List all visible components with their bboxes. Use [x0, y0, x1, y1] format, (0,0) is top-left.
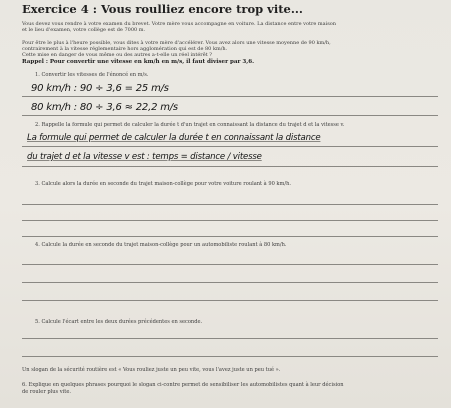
- answer-2-line-2: du trajet d et la vitesse v est : temps = distance / vitesse: [27, 152, 262, 162]
- answer-rule: [22, 96, 438, 97]
- answer-rule: [22, 115, 438, 116]
- answer-rule: [22, 204, 438, 205]
- answer-2-line-1: La formule qui permet de calculer la durée t en connaissant la distance: [27, 133, 321, 143]
- answer-rule: [22, 220, 438, 221]
- question-6-line-2: de rouler plus vite.: [22, 389, 71, 395]
- question-2: 2. Rappelle la formule qui permet de calculer la durée t d'un trajet en connaissant la distance du trajet d et la vitesse v.: [35, 122, 345, 128]
- answer-rule: [22, 236, 438, 237]
- answer-rule: [22, 264, 438, 265]
- answer-rule: [22, 282, 438, 283]
- slogan-text: Un slogan de la sécurité routière est « Vous rouliez juste un peu vite, vous l'avez juste un peu tué ».: [22, 367, 281, 373]
- question-4: 4. Calcule la durée en seconde du trajet maison-collège pour un automobiliste roulant à 80 km/h.: [35, 242, 287, 248]
- exercise-title: Exercice 4 : Vous roulliez encore trop vite...: [22, 2, 303, 16]
- answer-rule: [22, 300, 438, 301]
- intro-line-1: Vous devez vous rendre à votre examen du brevet. Votre mère vous accompagne en voiture. La distance entre votre maison: [22, 21, 337, 27]
- question-1: 1. Convertir les vitesses de l'énoncé en m/s.: [35, 72, 149, 78]
- question-5: 5. Calcule l'écart entre les deux durées précédentes en seconde.: [35, 319, 203, 325]
- question-6-line-1: 6. Explique en quelques phrases pourquoi le slogan ci-contre permet de sensibiliser les automobilistes quant à leur décision: [22, 382, 344, 388]
- answer-rule: [22, 166, 438, 167]
- answer-rule: [22, 338, 438, 339]
- answer-rule: [22, 146, 438, 147]
- question-3: 3. Calcule alors la durée en seconde du trajet maison-collège pour votre voiture roulant à 90 km/h.: [35, 181, 291, 187]
- rappel-note: Rappel : Pour convertir une vitesse en km/h en m/s, il faut diviser par 3,6.: [22, 59, 255, 65]
- answer-rule: [22, 356, 438, 357]
- intro-line-5: Cette mise en danger de vous même ou des autres a-t-elle un réel intérêt ?: [22, 52, 212, 58]
- intro-line-2: et le lieu d'examen, votre collège est de 7000 m.: [22, 27, 146, 33]
- answer-1-line-2: 80 km/h : 80 ÷ 3,6 ≈ 22,2 m/s: [31, 102, 178, 113]
- answer-1-line-1: 90 km/h : 90 ÷ 3,6 = 25 m/s: [31, 83, 169, 94]
- intro-line-3: Pour être le plus à l'heure possible, vous dites à votre mère d'accélérer. Vous avez alors une vitesse moyenne de 90 km/h,: [22, 40, 331, 46]
- intro-line-4: contrairement à la vitesse réglementaire hors agglomération qui est de 80 km/h.: [22, 46, 228, 52]
